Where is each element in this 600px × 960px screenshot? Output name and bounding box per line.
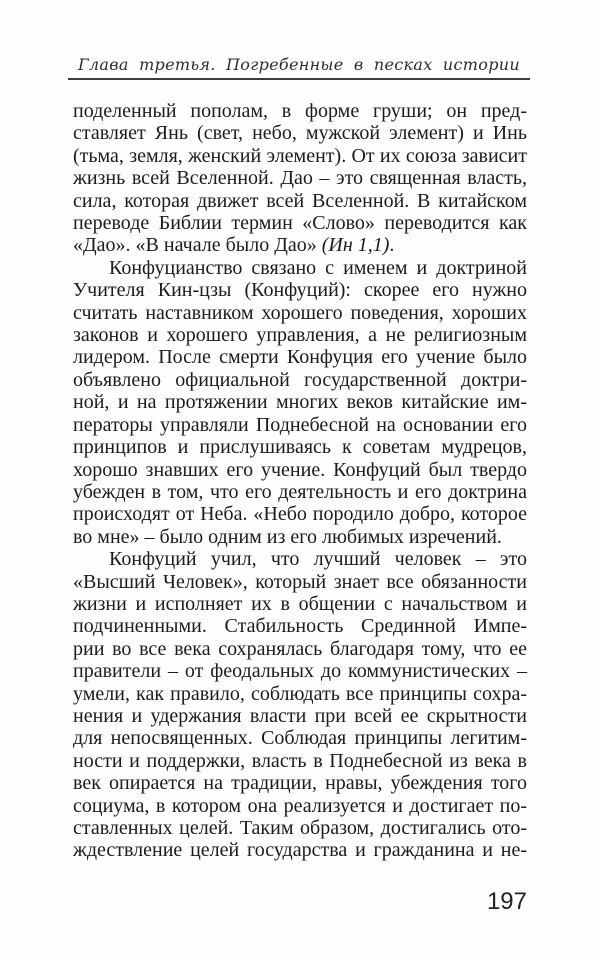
text-segment: принципов и прислушиваясь к советам мудрецов,	[73, 436, 527, 459]
text-line	[73, 122, 527, 144]
text-line	[73, 234, 527, 256]
text-line	[73, 548, 527, 570]
text-segment: социума, в котором она реализуется и достигает по-	[73, 794, 527, 817]
text-segment: Конфуцианство связано с именем и доктриной	[109, 256, 527, 279]
text-line	[73, 638, 527, 660]
body-text	[73, 100, 527, 862]
italic-text-segment: (Ин 1,1)	[321, 234, 390, 257]
text-line	[73, 167, 527, 189]
text-segment: хорошо знавших его учение. Конфуций был твердо	[73, 458, 527, 481]
text-segment: рии во все века сохранялась благодаря тому, что ее	[73, 637, 527, 660]
text-segment: нения и удержания власти при всей ее скрытности	[73, 704, 527, 727]
text-segment: переводе Библии термин «Слово» переводится как	[73, 212, 527, 235]
text-segment: ператоры управляли Поднебесной на основании его	[73, 413, 527, 436]
text-segment: подчиненными. Стабильность Срединной Импе-	[73, 615, 527, 638]
text-segment: поделенный пополам, в форме груши; он пред-	[73, 100, 527, 122]
text-line	[73, 615, 527, 637]
chapter-title: Глава третья. Погребенные в песках истории	[78, 55, 520, 74]
text-segment: ставляет Янь (свет, небо, мужской элемент) и Инь	[73, 122, 527, 145]
text-segment: ждествление целей государства и гражданина и не-	[73, 839, 527, 862]
header-rule	[68, 78, 530, 80]
text-segment: ставленных целей. Таким образом, достигались ото-	[73, 817, 527, 839]
text-line	[73, 593, 527, 615]
text-segment: считать наставником хорошего поведения, хороших	[73, 301, 527, 324]
text-line	[73, 772, 527, 794]
text-line	[73, 212, 527, 234]
text-segment: убежден в том, что его деятельность и его доктрина	[73, 480, 527, 503]
text-line	[73, 302, 527, 324]
text-segment: правители – от феодальных до коммунистических –	[73, 660, 527, 683]
text-segment: «Дао». «В начале было Дао»	[73, 234, 322, 257]
text-line	[73, 839, 527, 861]
text-line	[73, 503, 527, 525]
text-line	[73, 414, 527, 436]
text-line	[73, 526, 527, 548]
text-line	[73, 100, 527, 122]
text-line	[73, 571, 527, 593]
text-line	[73, 369, 527, 391]
text-segment: жизни и исполняет их в общении с начальством и	[73, 592, 527, 615]
text-line	[73, 324, 527, 346]
text-line	[73, 727, 527, 749]
text-segment: лидером. После смерти Конфуция его учение было	[73, 346, 527, 369]
text-line	[73, 145, 527, 167]
text-segment: происходят от Неба. «Небо породило добро, которое	[73, 503, 527, 526]
text-line	[73, 391, 527, 413]
text-line	[73, 459, 527, 481]
text-line	[73, 750, 527, 772]
text-line	[73, 257, 527, 279]
text-segment: ной, и на протяжении многих веков китайские им-	[73, 391, 527, 414]
text-segment: во мне» – было одним из его любимых изречений.	[73, 525, 502, 548]
text-line	[73, 683, 527, 705]
text-segment: ности и поддержки, власть в Поднебесной из века в	[73, 749, 527, 772]
text-line	[73, 481, 527, 503]
page-number: 197	[486, 888, 527, 915]
text-segment: (тьма, земля, женский элемент). От их союза зависит	[73, 144, 527, 167]
text-segment: век опирается на традиции, нравы, убеждения того	[73, 772, 527, 795]
text-segment: Учителя Кин-цзы (Конфуций): скорее его нужно	[73, 279, 527, 302]
text-line	[73, 436, 527, 458]
text-segment: Конфуций учил, что лучший человек – это	[109, 548, 527, 571]
text-line	[73, 346, 527, 368]
text-segment: жизнь всей Вселенной. Дао – это священная власть,	[73, 167, 527, 190]
text-segment: сила, которая движет всей Вселенной. В китайском	[73, 189, 527, 212]
text-segment: .	[389, 234, 395, 257]
text-line	[73, 817, 527, 839]
text-segment: «Высший Человек», который знает все обязанности	[73, 570, 527, 593]
text-line	[73, 660, 527, 682]
text-line	[73, 705, 527, 727]
text-segment: для непосвященных. Соблюдая принципы легитим-	[73, 727, 527, 750]
text-segment: умели, как правило, соблюдать все принципы сохра-	[73, 682, 527, 705]
text-segment: объявлено официальной государственной доктри-	[73, 368, 527, 391]
text-segment: законов и хорошего управления, а не религиозным	[73, 324, 527, 347]
text-line	[73, 279, 527, 301]
text-line	[73, 795, 527, 817]
text-line	[73, 190, 527, 212]
